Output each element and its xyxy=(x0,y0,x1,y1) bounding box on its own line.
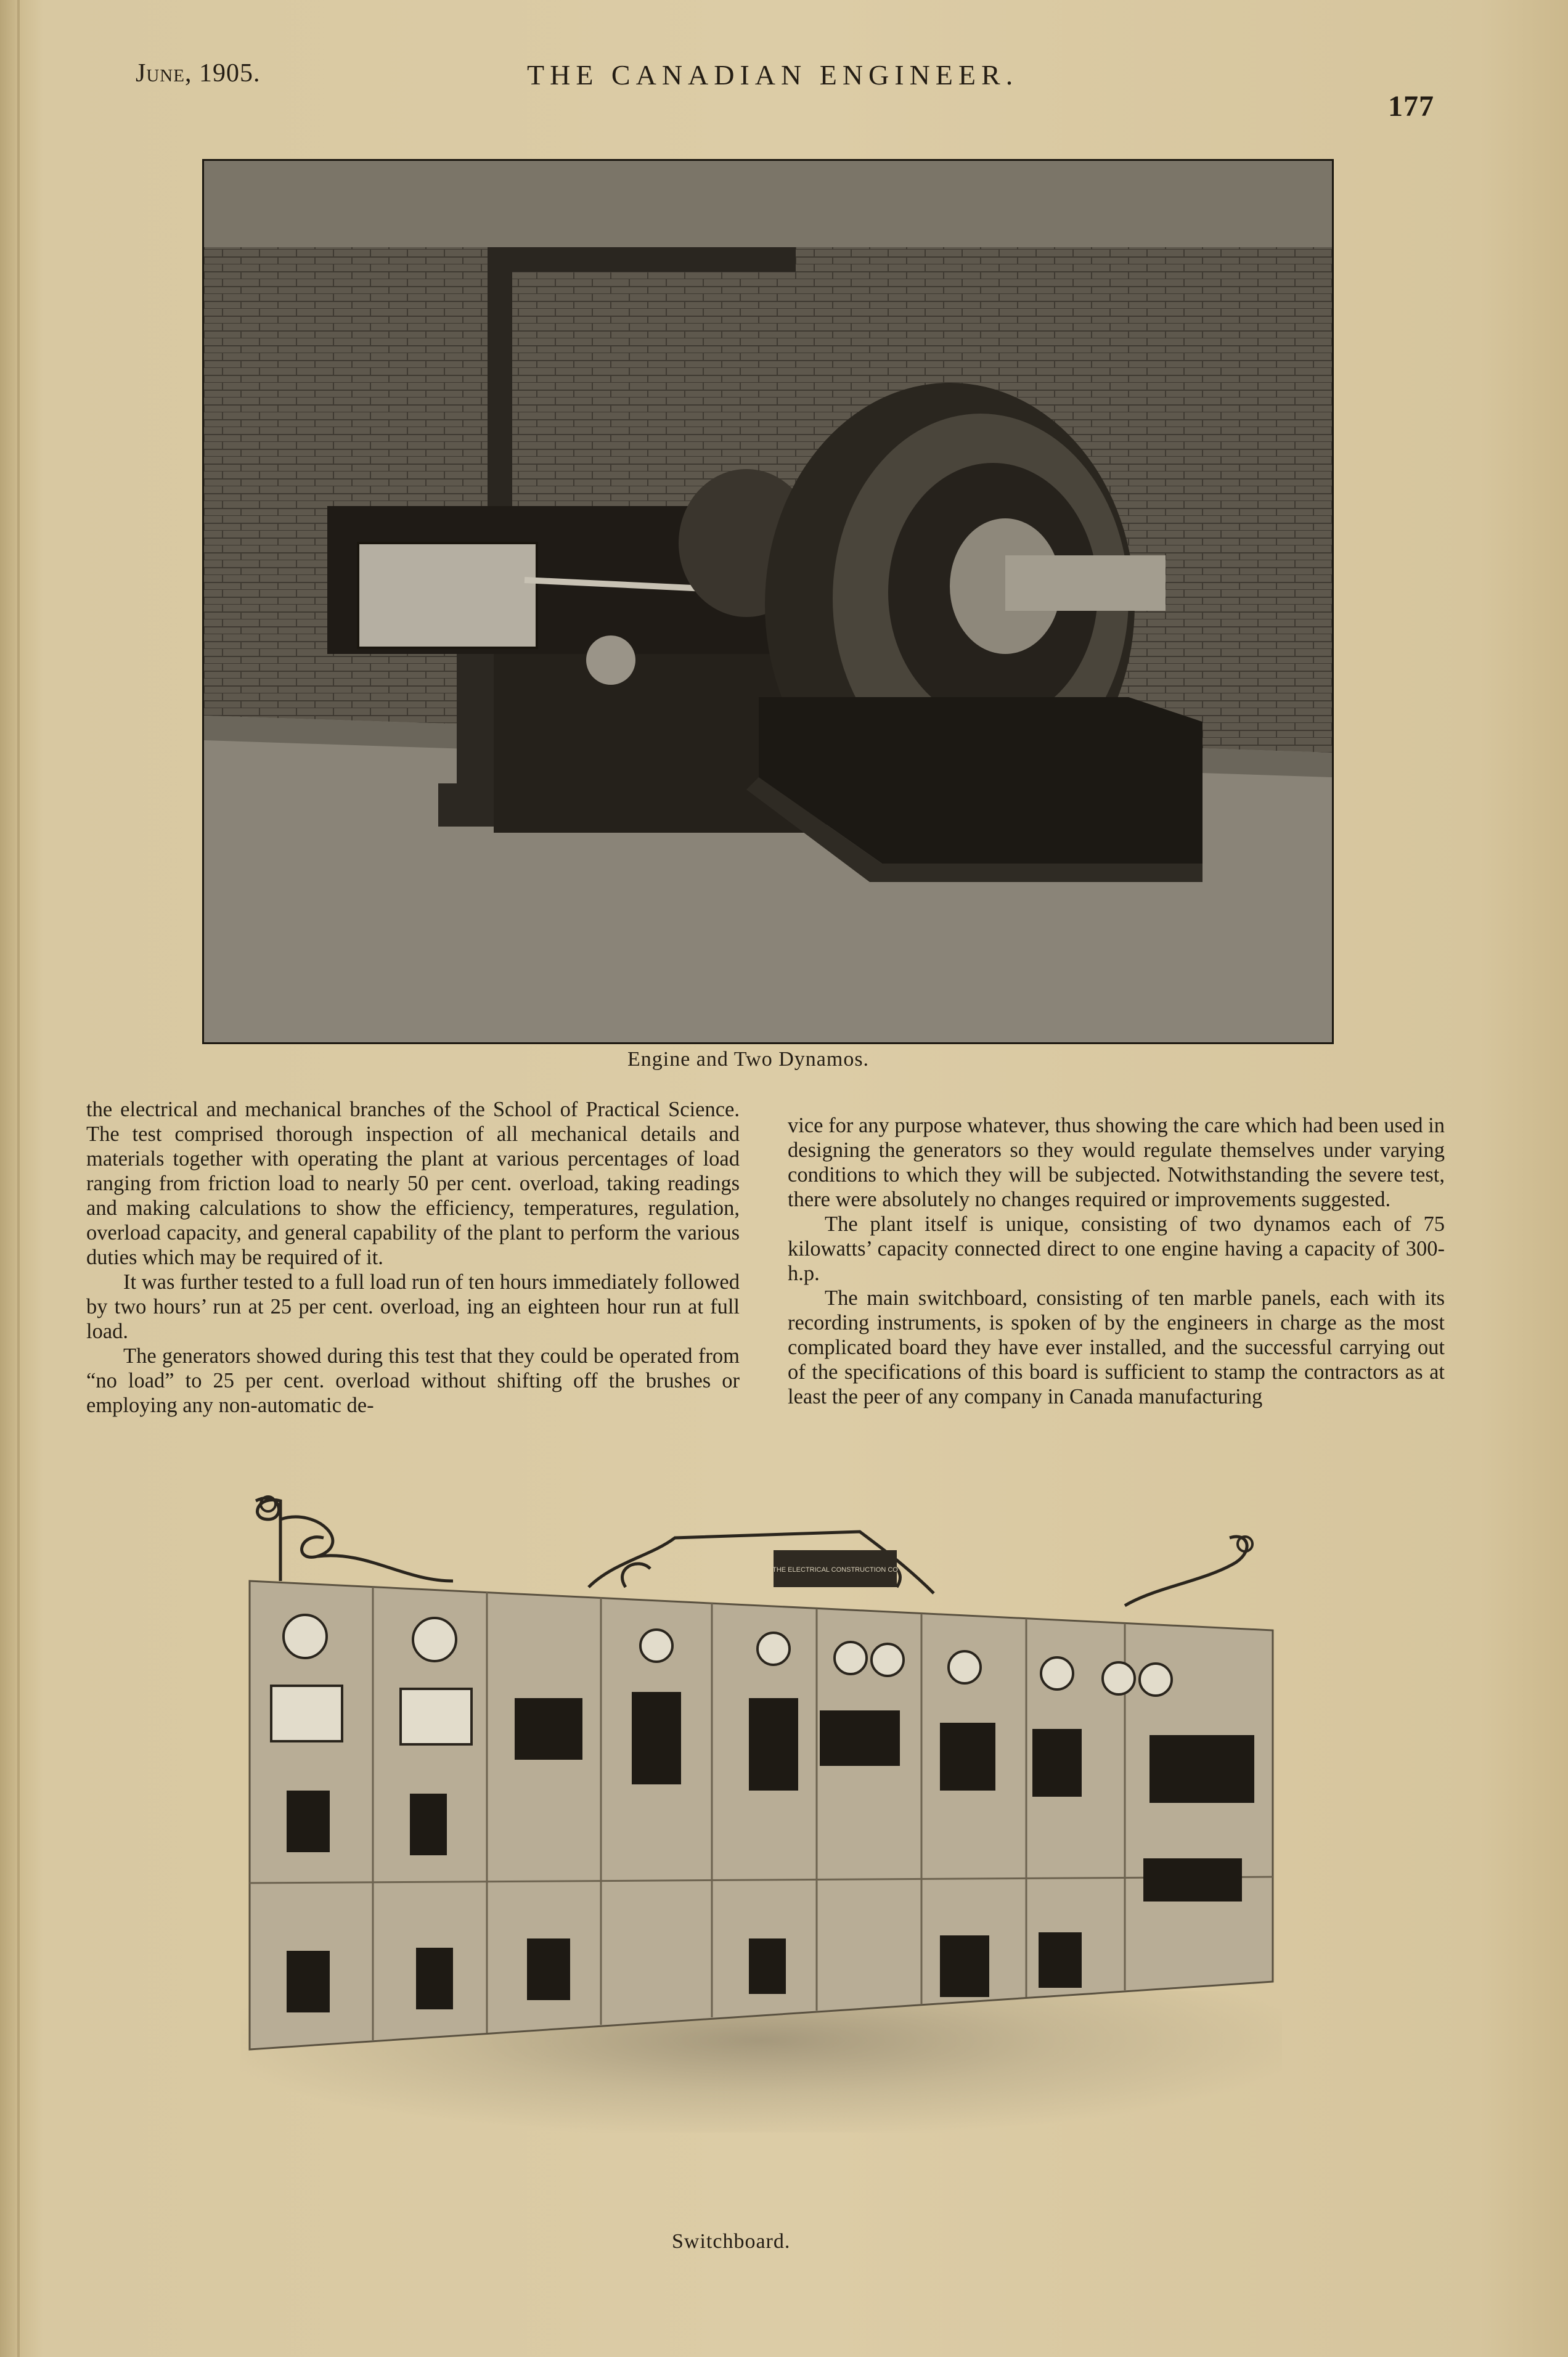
paragraph: The generators showed during this test that they could be operated from “no load” to 25 per cent. overload without shifting off the brushes or employing any non-automatic de- xyxy=(86,1344,740,1417)
switchboard-photo-caption: Switchboard. xyxy=(672,2230,791,2253)
switchboard-illustration xyxy=(243,1482,1276,2114)
page-number: 177 xyxy=(1388,90,1434,123)
switchboard-photo xyxy=(243,1482,1276,2114)
paragraph: It was further tested to a full load run of ten hours immediately followed by two hours’ run at 25 per cent. overload, ing an eighteen hour run at full load. xyxy=(86,1270,740,1343)
engine-photo-caption: Engine and Two Dynamos. xyxy=(627,1048,870,1071)
paragraph: the electrical and mechanical branches of the School of Practical Science. The test comprised thorough inspection of all mechanical details and materials together with operating the plant at various percentages of load ranging from friction load to nearly 50 per cent. overload, taking readings and making calculations to show the efficiency, temperatures, regulation, overload capacity, and general capability of the plant to perform the various duties which may be required of it. xyxy=(86,1098,740,1269)
article-left-column xyxy=(86,1097,740,1418)
article-right-column xyxy=(788,1113,1445,1409)
paragraph: vice for any purpose whatever, thus showing the care which had been used in designing the generators so they would regulate themselves under varying conditions to which they will be subjected. Notwithstanding the severe test, there were absolutely no changes required or improvements suggested. xyxy=(788,1114,1445,1211)
binding-edge xyxy=(17,0,20,2357)
paragraph: The plant itself is unique, consisting of two dynamos each of 75 kilowatts’ capacity connected direct to one engine having a capacity of 300-h.p. xyxy=(788,1212,1445,1285)
nameplate-text: THE ELECTRICAL CONSTRUCTION CO xyxy=(772,1566,898,1574)
journal-title: THE CANADIAN ENGINEER. xyxy=(527,59,1019,91)
issue-date: June, 1905. xyxy=(136,59,261,88)
engine-dynamos-photo xyxy=(202,159,1334,1044)
engine-dynamos-illustration xyxy=(204,161,1332,1042)
paragraph: The main switchboard, consisting of ten marble panels, each with its recording instruments, is spoken of by the engineers in charge as the most complicated board they have ever installed, and the successful carrying out of the specifications of this board is sufficient to stamp the contractors as at least the peer of any company in Canada manufacturing xyxy=(788,1286,1445,1408)
